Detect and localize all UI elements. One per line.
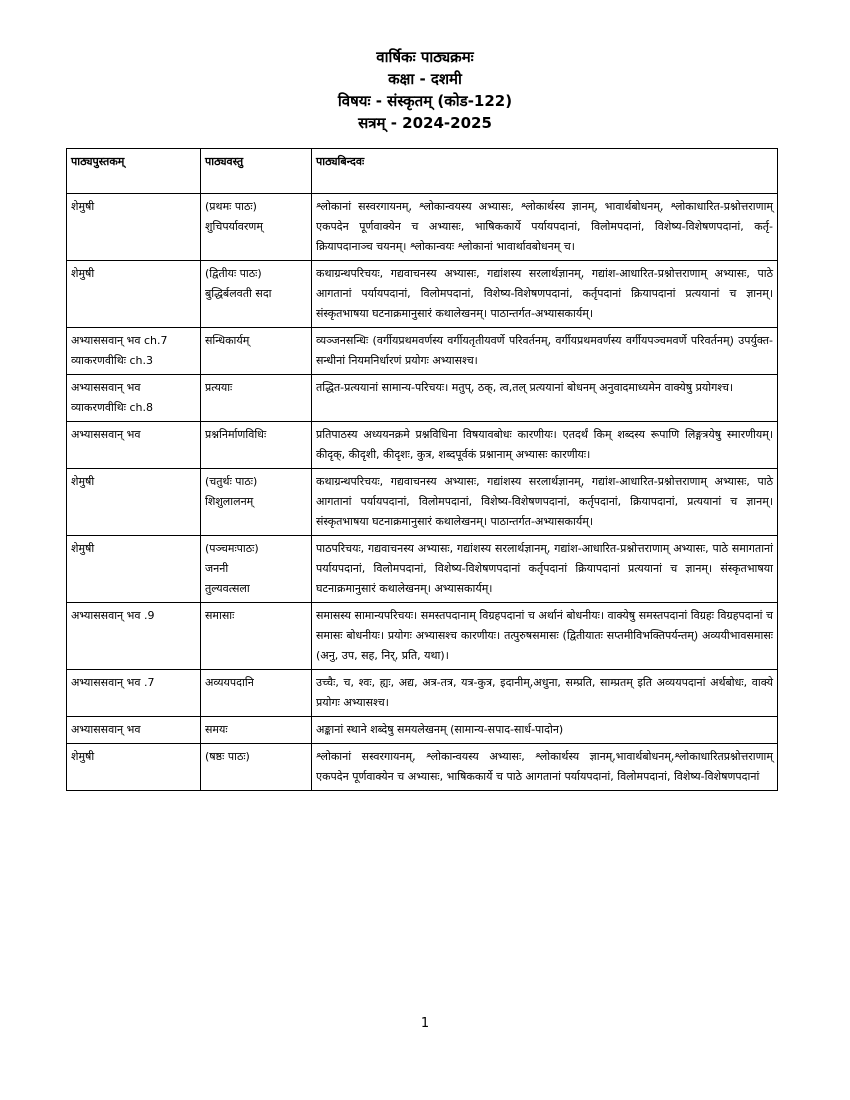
content-name: (चतुर्थः पाठः) <box>205 475 258 488</box>
cell-textbook <box>67 536 201 603</box>
table-row <box>67 328 778 375</box>
table-header-row <box>67 149 778 194</box>
cell-content <box>201 375 312 422</box>
page-number: 1 <box>420 1016 430 1031</box>
table-row <box>67 469 778 536</box>
content-name: बुद्धिर्बलवती सदा <box>205 287 272 300</box>
textbook-name: शेमुषी <box>71 542 95 555</box>
cell-textbook <box>67 375 201 422</box>
content-name: अव्ययपदानि <box>205 676 254 689</box>
cell-textbook <box>67 469 201 536</box>
table-row <box>67 536 778 603</box>
cell-content <box>201 536 312 603</box>
textbook-name: अभ्याससवान् भव .9 <box>71 609 155 622</box>
cell-points: पाठपरिचयः, गद्यवाचनस्य अभ्यासः, गद्यांशस्य सरलार्थज्ञानम्, गद्यांश-आधारित-प्रश्नोत्तराणाम् अभ्यासः, पाठे समागतानां पर्यायपदानां, विलोमपदानां, विशेष्य-विशेषणपदानां कर्तृपदानां क्रियापदानां प्रत्ययानां च ज्ञानम्। संस्कृतभाषया घटनाक्रमानुसारं कथालेखनम्। अभ्यासकार्यम्। <box>312 536 778 603</box>
cell-content <box>201 422 312 469</box>
content-name: शुचिपर्यावरणम् <box>205 220 263 233</box>
content-name: सन्धिकार्यम् <box>205 334 250 347</box>
title-annual-syllabus: वार्षिकः पाठ्यक्रमः <box>376 48 474 66</box>
cell-textbook <box>67 717 201 744</box>
content-name: समासाः <box>205 609 235 622</box>
table-row <box>67 717 778 744</box>
table-row <box>67 422 778 469</box>
title-subject: विषयः - संस्कृतम् (कोड-122) <box>337 92 513 110</box>
content-name: जननी <box>205 562 229 575</box>
table-row <box>67 375 778 422</box>
title-session: सत्रम् - 2024-2025 <box>358 114 492 132</box>
cell-points: कथाग्रन्थपरिचयः, गद्यवाचनस्य अभ्यासः, गद्यांशस्य सरलार्थज्ञानम्, गद्यांश-आधारित-प्रश्नोत्तराणाम् अभ्यासः, पाठे आगतानां पर्यायपदानां, विलोमपदानां, विशेष्य-विशेषणपदानां, कर्तृपदानां, क्रियापदानां, प्रत्ययानां च ज्ञानम्। संस्कृतभाषया घटनाक्रमानुसारं कथालेखनम्। पाठान्तर्गत-अभ्यासकार्यम्। <box>312 469 778 536</box>
title-class: कक्षा - दशमी <box>388 70 462 88</box>
cell-points: व्यञ्जनसन्धिः (वर्गीयप्रथमवर्णस्य वर्गीयतृतीयवर्णे परिवर्तनम्, वर्गीयप्रथमवर्णस्य वर्गीयपञ्चमवर्णे परिवर्तनम्) उपर्युक्त-सन्धीनां नियमनिर्धारणं प्रयोगः अभ्यासश्च। <box>312 328 778 375</box>
cell-textbook <box>67 744 201 791</box>
cell-points: प्रतिपाठस्य अध्ययनक्रमे प्रश्नविधिना विषयावबोधः कारणीयः। एतदर्थं किम् शब्दस्य रूपाणि लिङ्गत्रयेषु स्मारणीयम्। कीदृक्, कीदृशी, कीदृशः, कुत्र, शब्दपूर्वकं प्रश्नानाम् अभ्यासः कारणीयः। <box>312 422 778 469</box>
cell-points: तद्धित-प्रत्ययानां सामान्य-परिचयः। मतुप्, ठक्, त्व,तल् प्रत्ययानां बोधनम् अनुवादमाध्यमेन वाक्येषु प्रयोगश्च। <box>312 375 778 422</box>
content-name: (द्वितीयः पाठः) <box>205 267 262 280</box>
content-name: शिशुलालनम् <box>205 495 254 508</box>
content-name: (पञ्चमःपाठः) <box>205 542 259 555</box>
cell-points: उच्चैः, च, श्वः, ह्यः, अद्य, अत्र-तत्र, यत्र-कुत्र, इदानीम्,अधुना, सम्प्रति, साम्प्रतम् इति अव्ययपदानां अर्थबोधः, वाक्ये प्रयोगः अभ्यासश्च। <box>312 670 778 717</box>
cell-points: अङ्कानां स्थाने शब्देषु समयलेखनम् (सामान्य-सपाद-सार्ध-पादोन) <box>312 717 778 744</box>
cell-textbook <box>67 422 201 469</box>
textbook-name: अभ्याससवान् भव <box>71 723 141 736</box>
content-name: समयः <box>205 723 228 736</box>
cell-textbook <box>67 261 201 328</box>
textbook-name: शेमुषी <box>71 750 95 763</box>
cell-textbook <box>67 603 201 670</box>
cell-content <box>201 670 312 717</box>
syllabus-table <box>66 148 778 791</box>
cell-points: कथाग्रन्थपरिचयः, गद्यवाचनस्य अभ्यासः, गद्यांशस्य सरलार्थज्ञानम्, गद्यांश-आधारित-प्रश्नोत्तराणाम् अभ्यासः, पाठे आगतानां पर्यायपदानां, विलोमपदानां, विशेष्य-विशेषणपदानां, कर्तृपदानां क्रियापदानां प्रत्ययानां च ज्ञानम्। संस्कृतभाषया घटनाक्रमानुसारं कथालेखनम्। पाठान्तर्गत-अभ्यासकार्यम्। <box>312 261 778 328</box>
document-header <box>0 46 850 134</box>
column-header-content: पाठ्यवस्तु <box>201 149 312 194</box>
column-header-points: पाठ्यबिन्दवः <box>312 149 778 194</box>
table-row <box>67 261 778 328</box>
table-row <box>67 744 778 791</box>
content-name: प्रश्ननिर्माणविधिः <box>205 428 267 441</box>
table-row <box>67 670 778 717</box>
content-name: (प्रथमः पाठः) <box>205 200 257 213</box>
textbook-name: व्याकरणवीथिः ch.8 <box>71 401 153 414</box>
cell-points: समासस्य सामान्यपरिचयः। समस्तपदानाम् विग्रहपदानां च अर्थानं बोधनीयः। वाक्येषु समस्तपदानां विग्रहः विग्रहपदानां च समासः बोधनीयः। प्रयोगः अभ्यासश्च कारणीयः। तत्पुरुषसमासः (द्वितीयातः सप्तमीविभक्तिपर्यन्तम्) अव्ययीभावसमासः (अनु, उप, सह, निर्, प्रति, यथा)। <box>312 603 778 670</box>
cell-content <box>201 469 312 536</box>
table-row <box>67 603 778 670</box>
content-name: प्रत्ययाः <box>205 381 233 394</box>
textbook-name: अभ्याससवान् भव ch.7 <box>71 334 168 347</box>
content-name: (षष्ठः पाठः) <box>205 750 250 763</box>
cell-textbook <box>67 670 201 717</box>
textbook-name: शेमुषी <box>71 475 95 488</box>
textbook-name: व्याकरणवीथिः ch.3 <box>71 354 153 367</box>
cell-points: श्लोकानां सस्वरगायनम्, श्लोकान्वयस्य अभ्यासः, श्लोकार्थस्य ज्ञानम्,भावार्थबोधनम्,श्लोकाधारितप्रश्नोत्तराणाम् एकपदेन पूर्णवाक्येन च अभ्यासः, भाषिककार्ये च पाठे आगतानां पर्यायपदानां, विलोमपदानां, विशेष्य-विशेषणपदानां <box>312 744 778 791</box>
cell-textbook <box>67 328 201 375</box>
content-name: तुल्यवत्सला <box>205 582 250 595</box>
cell-textbook <box>67 194 201 261</box>
textbook-name: अभ्याससवान् भव <box>71 381 141 394</box>
textbook-name: शेमुषी <box>71 200 95 213</box>
table-row <box>67 194 778 261</box>
textbook-name: शेमुषी <box>71 267 95 280</box>
column-header-textbook: पाठ्यपुस्तकम् <box>67 149 201 194</box>
cell-points: श्लोकानां सस्वरगायनम्, श्लोकान्वयस्य अभ्यासः, श्लोकार्थस्य ज्ञानम्, भावार्थबोधनम्, श्लोकाधारित-प्रश्नोत्तराणाम् एकपदेन पूर्णवाक्येन च अभ्यासः, भाषिककार्ये पर्यायपदानां, विलोमपदानां, विशेष्य-विशेषणपदानां, कर्तृ-क्रियापदानाञ्च चयनम्। श्लोकान्वयः श्लोकानां भावार्थावबोधनम् च। <box>312 194 778 261</box>
cell-content <box>201 744 312 791</box>
cell-content <box>201 717 312 744</box>
cell-content <box>201 194 312 261</box>
cell-content <box>201 328 312 375</box>
cell-content <box>201 603 312 670</box>
cell-content <box>201 261 312 328</box>
textbook-name: अभ्याससवान् भव .7 <box>71 676 155 689</box>
textbook-name: अभ्याससवान् भव <box>71 428 141 441</box>
